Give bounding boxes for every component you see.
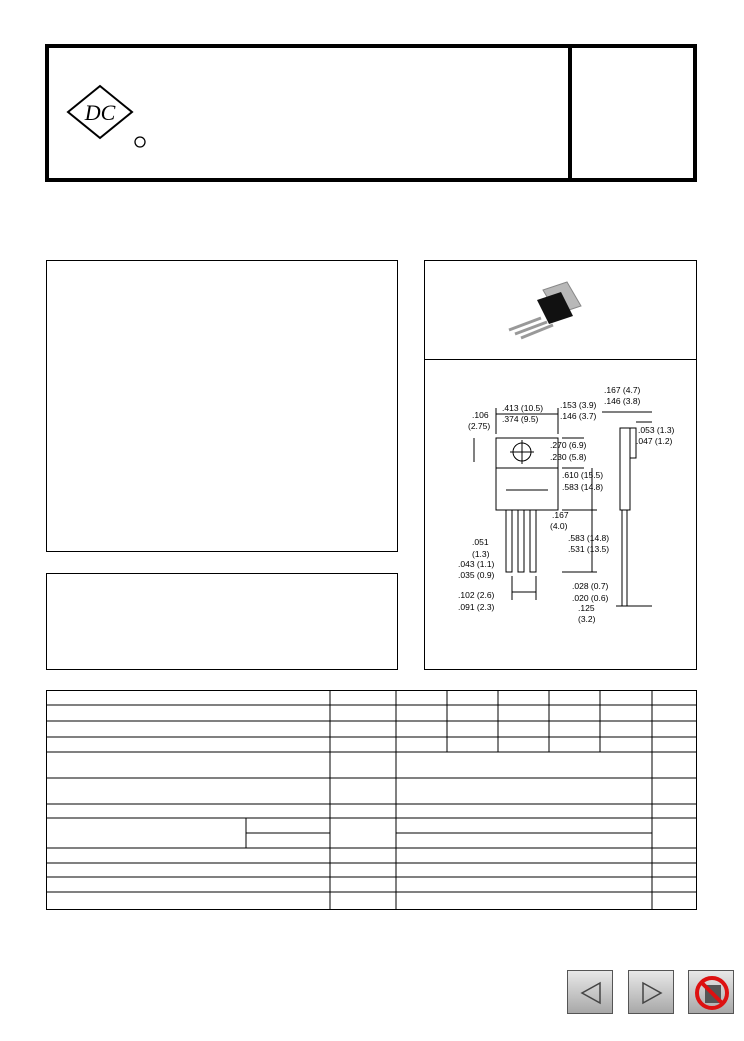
- dim-label: .153 (3.9): [560, 400, 597, 410]
- dim-label: .583 (14.8): [568, 533, 610, 543]
- header-divider: [568, 48, 572, 178]
- dim-label: .374 (9.5): [502, 414, 539, 424]
- company-logo: [66, 82, 162, 152]
- dim-label: .125: [578, 603, 595, 613]
- dim-label: .020 (0.6): [572, 593, 609, 603]
- dim-label: .035 (0.9): [458, 570, 495, 580]
- logo-letters: DC: [84, 100, 116, 125]
- dimension-labels: [424, 384, 697, 634]
- package-photo: [495, 280, 585, 340]
- dim-label: .146 (3.7): [560, 411, 597, 421]
- dim-label: (4.0): [550, 521, 568, 531]
- exit-button[interactable]: [688, 970, 734, 1014]
- dim-label: (2.75): [468, 421, 491, 431]
- ratings-table: [46, 690, 697, 910]
- dim-label: (3.2): [578, 614, 596, 624]
- dim-label: .106: [472, 410, 489, 420]
- package-divider: [425, 359, 696, 360]
- dim-label: .167 (4.7): [604, 385, 641, 395]
- dim-label: .167: [552, 510, 569, 520]
- dim-label: .047 (1.2): [636, 436, 673, 446]
- dim-label: .028 (0.7): [572, 581, 609, 591]
- dim-label: .146 (3.8): [604, 396, 641, 406]
- triangle-left-icon: [568, 971, 614, 1015]
- triangle-right-icon: [629, 971, 675, 1015]
- dim-label: .230 (5.8): [550, 452, 587, 462]
- next-page-button[interactable]: [628, 970, 674, 1014]
- dim-label: .091 (2.3): [458, 602, 495, 612]
- dim-label: .051: [472, 537, 489, 547]
- dim-label: .270 (6.9): [550, 440, 587, 450]
- dim-label: .583 (14.8): [562, 482, 604, 492]
- dim-label: (1.3): [472, 549, 490, 559]
- dim-label: .531 (13.5): [568, 544, 610, 554]
- mechanical-data-box: [46, 573, 398, 670]
- dim-label: .053 (1.3): [638, 425, 675, 435]
- dim-label: .610 (15.5): [562, 470, 604, 480]
- no-entry-icon: [689, 971, 735, 1015]
- dim-label: .413 (10.5): [502, 403, 544, 413]
- dim-label: .102 (2.6): [458, 590, 495, 600]
- features-box: [46, 260, 398, 552]
- previous-page-button[interactable]: [567, 970, 613, 1014]
- dim-label: .043 (1.1): [458, 559, 495, 569]
